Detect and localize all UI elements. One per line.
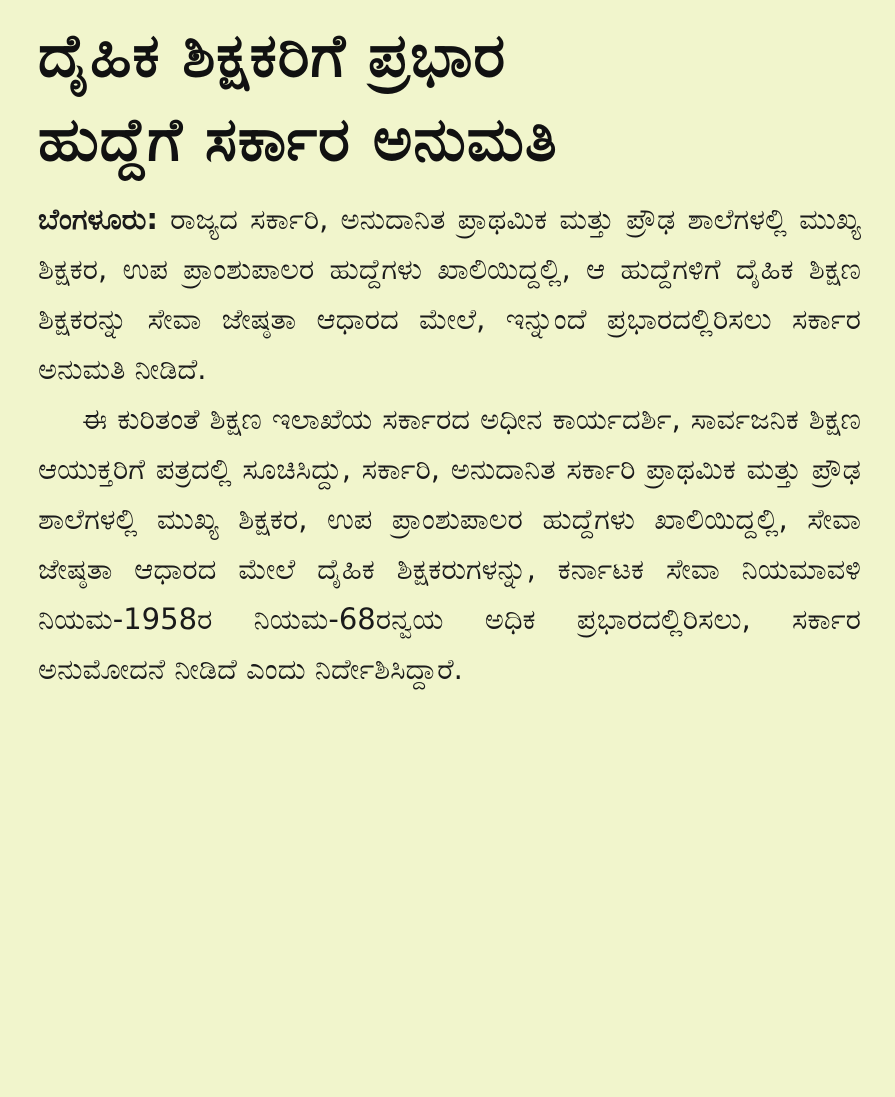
headline [38, 14, 861, 182]
headline-line-1: ದೈಹಿಕ ಶಿಕ್ಷಕರಿಗೆ ಪ್ರಭಾರ [38, 21, 507, 91]
paragraph-2: ಈ ಕುರಿತಂತೆ ಶಿಕ್ಷಣ ಇಲಾಖೆಯ ಸರ್ಕಾರದ ಅಧೀನ ಕಾರ್ಯದರ್ಶಿ, ಸಾರ್ವಜನಿಕ ಶಿಕ್ಷಣ ಆಯುಕ್ತರಿಗೆ ಪತ್ರದಲ್ಲಿ ಸೂಚಿಸಿದ್ದು, ಸರ್ಕಾರಿ, ಅನುದಾನಿತ ಸರ್ಕಾರಿ ಪ್ರಾಥಮಿಕ ಮತ್ತು ಪ್ರೌಢ ಶಾಲೆಗಳಲ್ಲಿ ಮುಖ್ಯ ಶಿಕ್ಷಕರ, ಉಪ ಪ್ರಾಂಶುಪಾಲರ ಹುದ್ದೆಗಳು ಖಾಲಿಯಿದ್ದಲ್ಲಿ, ಸೇವಾ ಜೇಷ್ಠತಾ ಆಧಾರದ ಮೇಲೆ ದೈಹಿಕ ಶಿಕ್ಷಕರುಗಳನ್ನು, ಕರ್ನಾಟಕ ಸೇವಾ ನಿಯಮಾವಳಿ ನಿಯಮ-1958ರ ನಿಯಮ-68ರನ್ವಯ ಅಧಿಕ ಪ್ರಭಾರದಲ್ಲಿರಿಸಲು, ಸರ್ಕಾರ ಅನುಮೋದನೆ ನೀಡಿದೆ ಎಂದು ನಿರ್ದೇಶಿಸಿದ್ದಾರೆ. [38, 402, 861, 686]
paragraph-1 [38, 194, 861, 394]
article-body [38, 194, 861, 694]
paragraph-1-text: ರಾಜ್ಯದ ಸರ್ಕಾರಿ, ಅನುದಾನಿತ ಪ್ರಾಥಮಿಕ ಮತ್ತು ಪ್ರೌಢ ಶಾಲೆಗಳಲ್ಲಿ ಮುಖ್ಯ ಶಿಕ್ಷಕರ, ಉಪ ಪ್ರಾಂಶುಪಾಲರ ಹುದ್ದೆಗಳು ಖಾಲಿಯಿದ್ದಲ್ಲಿ, ಆ ಹುದ್ದೆಗಳಿಗೆ ದೈಹಿಕ ಶಿಕ್ಷಣ ಶಿಕ್ಷಕರನ್ನು ಸೇವಾ ಜೇಷ್ಠತಾ ಆಧಾರದ ಮೇಲೆ, ಇನ್ನುಂದೆ ಪ್ರಭಾರದಲ್ಲಿರಿಸಲು ಸರ್ಕಾರ ಅನುಮತಿ ನೀಡಿದೆ. [38, 202, 861, 386]
dateline: ಬೆಂಗಳೂರು: [38, 202, 158, 236]
headline-line-2: ಹುದ್ದೆಗೆ ಸರ್ಕಾರ ಅನುಮತಿ [38, 105, 558, 175]
